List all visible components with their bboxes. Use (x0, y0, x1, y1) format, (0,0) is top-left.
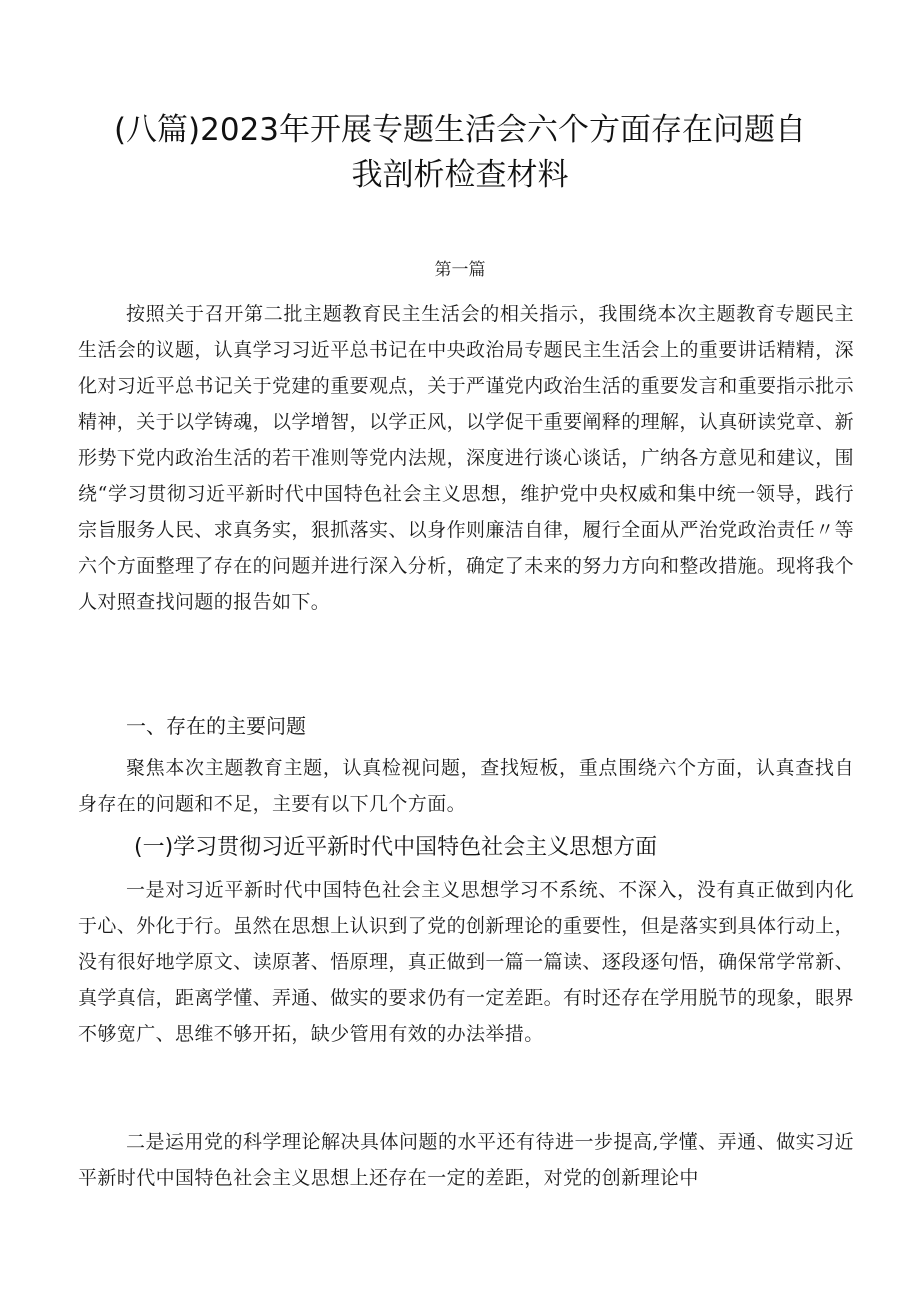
subsection-heading: (一)学习贯彻习近平新时代中国特色社会主义思想方面 (134, 835, 658, 860)
section-heading: 一、存在的主要问题 (126, 714, 306, 738)
document-title-line-1: (八篇)2023年开展专题生活会六个方面存在问题自 (113, 112, 807, 148)
part-heading: 第一篇 (434, 260, 486, 280)
intro-paragraph: 按照关于召开第二批主题教育民主生活会的相关指示，我围绕本次主题教育专题民主生活会的议题，认真学习习近平总书记在中央政治局专题民主生活会上的重要讲话精精，深化对习近平总书记关于党建的重要观点，关于严谨党内政治生活的重要发言和重要指示批示精神，关于以学铸魂，以学增智，以学正风，以学促干重要阐释的理解，认真研读党章、新形势下党内政治生活的若干准则等党内法规，深度进行谈心谈话，广纳各方意见和建议，围绕“学习贯彻习近平新时代中国特色社会主义思想，维护党中央权威和集中统一领导，践行宗旨服务人民、求真务实，狠抓落实、以身作则廉洁自律，履行全面从严治党政治责任〃等六个方面整理了存在的问题并进行深入分析，确定了未来的努力方向和整改措施。现将我个人对照查找问题的报告如下。 (78, 303, 855, 613)
section-paragraph: 聚焦本次主题教育主题，认真检视问题，查找短板，重点围绕六个方面，认真查找自身存在的问题和不足，主要有以下几个方面。 (78, 757, 854, 815)
document-title-line-2: 我剖析检查材料 (351, 157, 569, 193)
point-one-paragraph: 一是对习近平新时代中国特色社会主义思想学习不系统、不深入，没有真正做到内化于心、外化于行。虽然在思想上认识到了党的创新理论的重要性，但是落实到具体行动上，没有很好地学原文、读原著、悟原理，真正做到一篇一篇读、逐段逐句悟，确保常学常新、真学真信，距离学懂、弄通、做实的要求仍有一定差距。有时还存在学用脱节的现象，眼界不够宽广、思维不够开拓，缺少管用有效的办法举措。 (78, 879, 855, 1045)
point-two-paragraph: 二是运用党的科学理论解决具体问题的水平还有待进一步提高,学懂、弄通、做实习近平新时代中国特色社会主义思想上还存在一定的差距，对党的创新理论中 (78, 1131, 854, 1189)
